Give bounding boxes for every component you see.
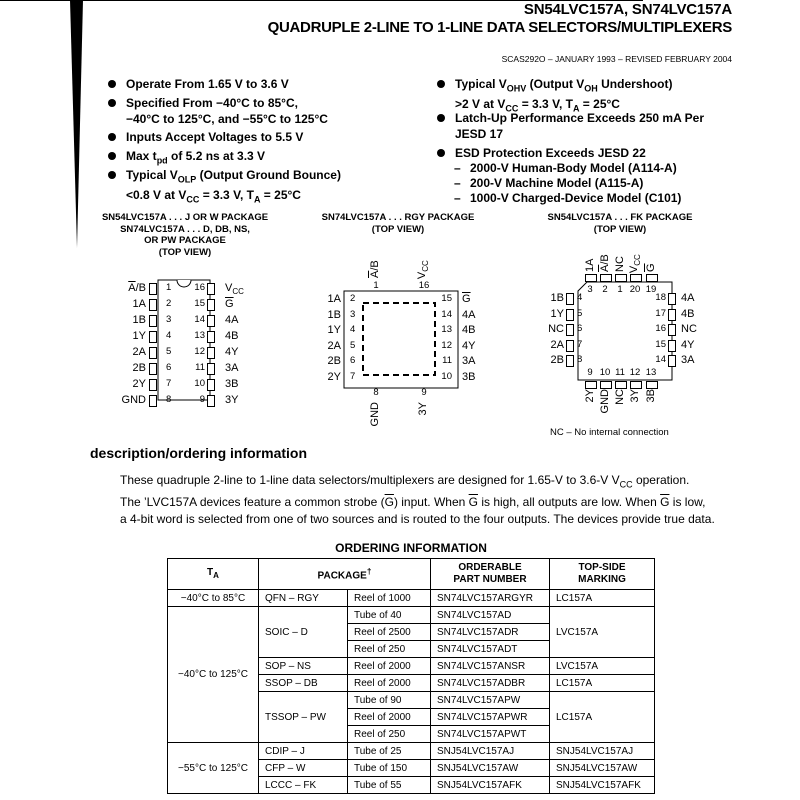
pin-number: 11 <box>615 367 625 378</box>
bullet-icon <box>108 152 116 160</box>
table-row: TSSOP – PW Tube of 90 SN74LVC157APW LC157A <box>168 692 655 709</box>
pin-number: 13 <box>645 367 657 378</box>
fk-bottom-label: NC <box>614 389 626 405</box>
fk-pin-label: 2B <box>550 354 564 366</box>
bullet-icon <box>108 99 116 107</box>
pin-number: 13 <box>194 330 205 341</box>
pin-number: 8 <box>577 354 583 365</box>
fk-pin-label: 2A <box>550 338 564 351</box>
pin-number: 12 <box>629 367 641 378</box>
dip-pin-label: 2A <box>132 346 146 358</box>
pin-box <box>207 299 215 311</box>
title-line-2: QUADRUPLE 2-LINE TO 1-LINE DATA SELECTORS/MULTIPLEXERS <box>267 19 732 36</box>
esd-sub-1: – 2000-V Human-Body Model (A114-A) <box>454 161 677 175</box>
fk-bottom-label: 2Y <box>584 389 596 403</box>
pin-box <box>149 379 157 391</box>
pin-number: 2 <box>602 284 608 295</box>
feature-vohv: Typical $V_{OHV}$ (Output $V_{OH}$ Undershoot) >2 V at $V_{CC} = 3.3$ V, $T_A = 25^\circ C$ <box>455 77 672 117</box>
pin-box <box>630 381 642 389</box>
feature-inputs: Inputs Accept Voltages to 5.5 V <box>126 130 303 146</box>
fk-bottom-label: GND <box>599 389 611 414</box>
feature-volp: Typical $V_{OLP}$ (Output Ground Bounce) <0.8 V at $V_{CC} = 3.3$ V, $T_A = 25^\circ C$ <box>126 168 341 208</box>
dip-pin-label: 4A <box>225 314 239 326</box>
rgy-pin-label: $\overline{G}$ <box>462 293 471 305</box>
pin-number: 14 <box>655 354 666 365</box>
pin-box <box>668 355 676 367</box>
pin-box <box>646 381 658 389</box>
pin-number: 5 <box>577 307 583 319</box>
pin-box <box>668 309 676 321</box>
pin-number: 12 <box>441 339 452 351</box>
pin-box <box>149 283 157 295</box>
pin-box <box>615 274 627 282</box>
fk-pin-label: 4B <box>681 307 695 320</box>
table-row: Reel of 2500 SN74LVC157ADR <box>168 624 655 641</box>
dip-pin-label: 1B <box>132 314 146 326</box>
fk-top-label: NC <box>614 256 626 272</box>
rgy-top-label: $\overline{A}/B$ <box>369 260 381 278</box>
pin-number: 10 <box>599 367 611 378</box>
pin-number: 16 <box>655 323 666 334</box>
pin-number: 7 <box>166 378 172 389</box>
rgy-pin-label: 3A <box>462 355 476 367</box>
bullet-icon <box>108 80 116 88</box>
rgy-pin-label: 2Y <box>327 370 341 383</box>
fk-top-label: $\overline{G}$ <box>645 263 657 272</box>
pin-box <box>207 379 215 391</box>
pin-box <box>207 315 215 327</box>
dip-pin-label: $\overline{G}$ <box>225 298 234 310</box>
feature-esd: ESD Protection Exceeds JESD 22 <box>455 146 646 162</box>
document-id: SCAS292O – JANUARY 1993 – REVISED FEBRUARY 2004 <box>501 54 732 64</box>
pin-box <box>600 274 612 282</box>
pin-box <box>149 363 157 375</box>
pin-number: 4 <box>350 324 356 335</box>
pin-number: 16 <box>194 282 205 293</box>
fk-top-label: $V_{CC}$ <box>627 254 643 274</box>
fk-package-title: SN54LVC157A . . . FK PACKAGE (TOP VIEW) <box>547 212 693 235</box>
pin-box <box>149 315 157 327</box>
pin-box <box>149 331 157 343</box>
pin-box <box>630 274 642 282</box>
pin-number: 4 <box>166 330 172 341</box>
pin-box <box>615 381 627 389</box>
pin-box <box>668 324 676 336</box>
title-line-1: SN54LVC157A, SN74LVC157A <box>523 1 732 18</box>
pin-number: 2 <box>166 298 172 309</box>
pin-number: 9 <box>587 367 593 378</box>
rgy-bottom-label: 3Y <box>417 402 429 416</box>
pin-number: 4 <box>577 292 583 303</box>
fk-pin-label: NC <box>681 323 697 335</box>
description-paragraph-1: These quadruple 2-line to 1-line data selectors/multiplexers are designed for 1.65-V to 3.6-V $V_{CC}$ operation. <box>120 473 690 490</box>
pin-number: 8 <box>166 394 172 405</box>
esd-sub-3: – 1000-V Charged-Device Model (C101) <box>454 191 682 205</box>
margin-wedge <box>70 0 84 250</box>
rgy-pin-label: 2A <box>327 339 341 352</box>
bullet-icon <box>437 149 445 157</box>
rgy-pin-label: 4B <box>462 324 476 336</box>
fk-bottom-label: 3B <box>645 389 657 403</box>
pin-number: 18 <box>655 292 666 303</box>
rgy-pin-label: 1A <box>327 293 341 305</box>
rgy-bottom-label: GND <box>369 402 381 427</box>
pin-number: 2 <box>350 293 356 304</box>
pin-number: 9 <box>199 394 205 405</box>
pin-number: 7 <box>350 370 356 382</box>
rgy-top-label: $V_{CC}$ <box>415 260 431 280</box>
table-row: Reel of 250 SN74LVC157APWT <box>168 726 655 743</box>
fk-bottom-label: 3Y <box>629 389 641 403</box>
feature-temperature: Specified From −40°C to 85°C, −40°C to 125°C, and −55°C to 125°C <box>126 96 328 127</box>
dip-pin-label: 1A <box>132 298 146 310</box>
pin-number: 7 <box>577 338 583 350</box>
pin-box <box>585 274 597 282</box>
bullet-icon <box>108 133 116 141</box>
pin-box <box>566 324 574 336</box>
pin-number: 10 <box>441 370 452 382</box>
pin-box <box>668 340 676 352</box>
fk-pin-label: 4Y <box>681 338 695 351</box>
rgy-pin-label: 1Y <box>327 324 341 336</box>
dip-pin-label: 4Y <box>225 346 239 358</box>
ordering-table <box>167 558 655 794</box>
pin-number: 12 <box>194 346 205 357</box>
pin-number: 3 <box>166 314 172 325</box>
table-header-row <box>168 559 655 590</box>
rgy-pin-label: 2B <box>327 355 341 367</box>
pin-number: 5 <box>350 339 356 351</box>
header-package: PACKAGE† <box>259 559 431 590</box>
pin-number: 20 <box>629 284 641 295</box>
pin-number: 10 <box>194 378 205 389</box>
pin-number: 6 <box>577 323 583 334</box>
dip-pin-label: 3B <box>225 378 239 390</box>
pin-box <box>585 381 597 389</box>
table-row: −55°C to 125°C CDIP – J Tube of 25 SNJ54LVC157AJ SNJ54LVC157AJ <box>168 743 655 760</box>
dip-package-title: SN54LVC157A . . . J OR W PACKAGE SN74LVC157A . . . D, DB, NS, OR PW PACKAGE (TOP VIEW) <box>101 212 269 258</box>
dip-pin-label: 4B <box>225 330 239 342</box>
feature-latchup: Latch-Up Performance Exceeds 250 mA Per JESD 17 <box>455 111 704 142</box>
dip-pin-label: 3Y <box>225 394 239 406</box>
rgy-pin-label: 1B <box>327 308 341 321</box>
header-ta: $T_A$ <box>168 559 259 590</box>
section-heading: description/ordering information <box>90 445 308 461</box>
pin-box <box>149 299 157 311</box>
fk-pin-label: NC <box>548 323 564 335</box>
table-row: Reel of 2000 SN74LVC157APWR <box>168 709 655 726</box>
bullet-icon <box>437 114 445 122</box>
pin-box <box>566 355 574 367</box>
rgy-pin-label: 3B <box>462 370 476 383</box>
pin-number: 3 <box>350 308 356 320</box>
pin-number: 1 <box>617 284 623 295</box>
table-row: −40°C to 85°C QFN – RGY Reel of 1000 SN74LVC157ARGYR LC157A <box>168 590 655 607</box>
pin-box <box>668 293 676 305</box>
pin-box <box>207 283 215 295</box>
bullet-icon <box>437 80 445 88</box>
pin-number: 3 <box>587 284 593 295</box>
fk-pin-label: 1B <box>550 292 564 304</box>
pin-number: 14 <box>194 314 205 325</box>
pin-number: 16 <box>418 280 430 291</box>
pin-box <box>566 309 574 321</box>
pin-box <box>600 381 612 389</box>
table-row: SSOP – DB Reel of 2000 SN74LVC157ADBR LC157A <box>168 675 655 692</box>
rgy-pin-label: 4Y <box>462 339 476 352</box>
pin-number: 15 <box>441 293 452 304</box>
feature-voltage: Operate From 1.65 V to 3.6 V <box>126 77 289 93</box>
fk-pin-label: 1Y <box>550 307 564 320</box>
esd-sub-2: – 200-V Machine Model (A115-A) <box>454 176 644 190</box>
pin-number: 8 <box>373 387 379 398</box>
fk-pin-label: 4A <box>681 292 695 304</box>
table-row: −40°C to 125°C SOIC – D Tube of 40 SN74LVC157AD LVC157A <box>168 607 655 624</box>
table-row: CFP – W Tube of 150 SNJ54LVC157AW SNJ54LVC157AW <box>168 760 655 777</box>
pin-number: 14 <box>441 308 452 320</box>
pin-number: 17 <box>655 307 666 319</box>
pin-number: 5 <box>166 346 172 357</box>
rgy-pin-label: 4A <box>462 308 476 321</box>
pin-box <box>149 395 157 407</box>
description-paragraph-2: The ’LVC157A devices feature a common strobe $(\overline{G})$ input. When $\overline{G}$ is high, all outputs are low. When $\overline{G}$ is low, a 4-bit word is selected from one of two sources and is routed to the four outputs. The devices provide true data. <box>120 495 715 526</box>
dip-pin-label: 3A <box>225 362 239 374</box>
pin-box <box>207 347 215 359</box>
pin-number: 6 <box>350 355 356 366</box>
fk-top-label: $\overline{A}/B$ <box>599 254 611 272</box>
pin-box <box>207 331 215 343</box>
header-marking: TOP-SIDE MARKING <box>550 559 655 590</box>
pin-number: 1 <box>166 282 172 293</box>
pin-number: 11 <box>195 362 205 373</box>
feature-tpd: Max $t_{pd}$ of 5.2 ns at 3.3 V <box>126 149 265 169</box>
pin-number: 19 <box>645 284 657 295</box>
bullet-icon <box>108 171 116 179</box>
dip-pin-label: 2Y <box>132 378 146 390</box>
table-row: SOP – NS Reel of 2000 SN74LVC157ANSR LVC157A <box>168 658 655 675</box>
dip-pin-label: 2B <box>132 362 146 374</box>
fk-top-label: 1A <box>584 258 596 272</box>
pin-box <box>566 340 574 352</box>
dip-pin-label: 1Y <box>132 330 146 342</box>
table-row: LCCC – FK Tube of 55 SNJ54LVC157AFK SNJ54LVC157AFK <box>168 777 655 794</box>
pin-number: 1 <box>373 280 379 291</box>
pin-number: 6 <box>166 362 172 373</box>
pin-number: 11 <box>442 355 452 366</box>
nc-note: NC – No internal connection <box>550 427 669 438</box>
pin-number: 9 <box>421 387 427 398</box>
dip-pin-label: GND <box>121 394 146 406</box>
pin-number: 13 <box>441 324 452 335</box>
rgy-package-title: SN74LVC157A . . . RGY PACKAGE (TOP VIEW) <box>321 212 475 235</box>
table-row: Reel of 250 SN74LVC157ADT <box>168 641 655 658</box>
pin-box <box>207 363 215 375</box>
fk-pin-label: 3A <box>681 354 695 366</box>
pin-box <box>149 347 157 359</box>
header-part: ORDERABLE PART NUMBER <box>431 559 550 590</box>
pin-box <box>566 293 574 305</box>
pin-box <box>207 395 215 407</box>
pin-number: 15 <box>655 338 666 350</box>
dip-pin-label: $\overline{A}/B$ <box>128 282 146 294</box>
ordering-table-title: ORDERING INFORMATION <box>335 541 487 555</box>
dip-pin-label: $V_{CC}$ <box>225 282 244 297</box>
pin-box <box>646 274 658 282</box>
pin-number: 15 <box>194 298 205 309</box>
